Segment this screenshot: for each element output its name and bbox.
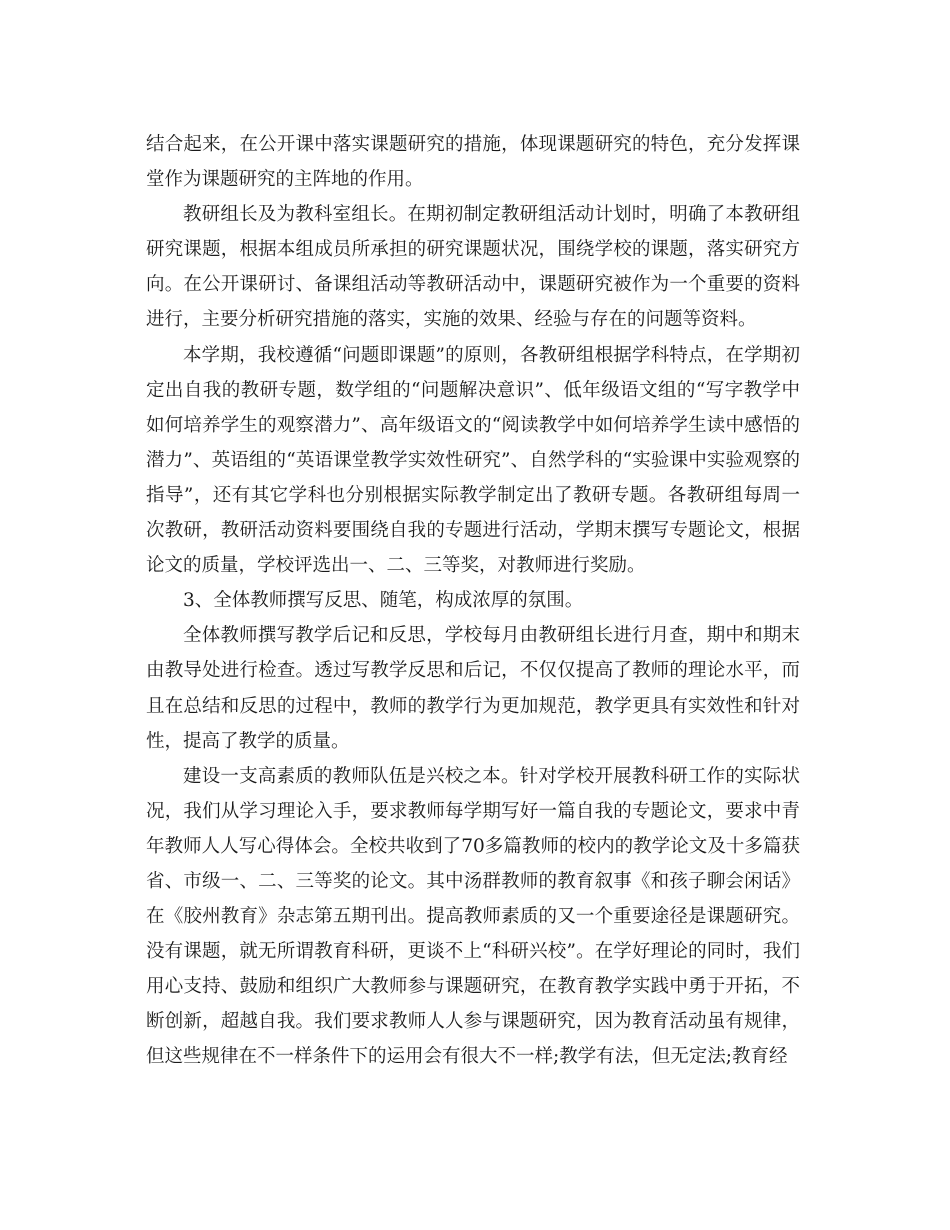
paragraph-3: 本学期，我校遵循“问题即课题”的原则，各教研组根据学科特点，在学期初定出自我的教研专题，数学组的“问题解决意识”、低年级语文组的“写字教学中如何培养学生的观察潜力”、高年级语文的“阅读教学中如何培养学生读中感悟的潜力”、英语组的“英语课堂教学实效性研究”、自然学科的“实验课中实验观察的指导”，还有其它学科也分别根据实际教学制定出了教研专题。各教研组每周一次教研，教研活动资料要围绕自我的专题进行活动，学期末撰写专题论文，根据论文的质量，学校评选出一、二、三等奖，对教师进行奖励。: [146, 344, 800, 577]
paragraph-2: 教研组长及为教科室组长。在期初制定教研组活动计划时，明确了本教研组研究课题，根据本组成员所承担的研究课题状况，围绕学校的课题，落实研究方向。在公开课研讨、备课组活动等教研活动中，课题研究被作为一个重要的资料进行，主要分析研究措施的落实，实施的效果、经验与存在的问题等资料。: [146, 204, 800, 331]
paragraph-1: 结合起来，在公开课中落实课题研究的措施，体现课题研究的特色，充分发挥课堂作为课题研究的主阵地的作用。: [146, 134, 800, 191]
section-heading-3: 3、全体教师撰写反思、随笔，构成浓厚的氛围。: [183, 590, 584, 612]
paragraph-4: 全体教师撰写教学后记和反思，学校每月由教研组长进行月查，期中和期末由教导处进行检查。透过写教学反思和后记，不仅仅提高了教师的理论水平，而且在总结和反思的过程中，教师的教学行为更加规范，教学更具有实效性和针对性，提高了教学的质量。: [146, 625, 800, 752]
paragraph-5: 建设一支高素质的教师队伍是兴校之本。针对学校开展教科研工作的实际状况，我们从学习理论入手，要求教师每学期写好一篇自我的专题论文，要求中青年教师人人写心得体会。全校共收到了70多篇教师的校内的教学论文及十多篇获省、市级一、二、三等奖的论文。其中汤群教师的教育叙事《和孩子聊会闲话》在《胶州教育》杂志第五期刊出。提高教师素质的又一个重要途径是课题研究。没有课题，就无所谓教育科研，更谈不上“科研兴校”。在学好理论的同时，我们用心支持、鼓励和组织广大教师参与课题研究，在教育教学实践中勇于开拓，不断创新，超越自我。我们要求教师人人参与课题研究，因为教育活动虽有规律，但这些规律在不一样条件下的运用会有很大不一样;教学有法，但无定法;教育经: [146, 765, 800, 1068]
